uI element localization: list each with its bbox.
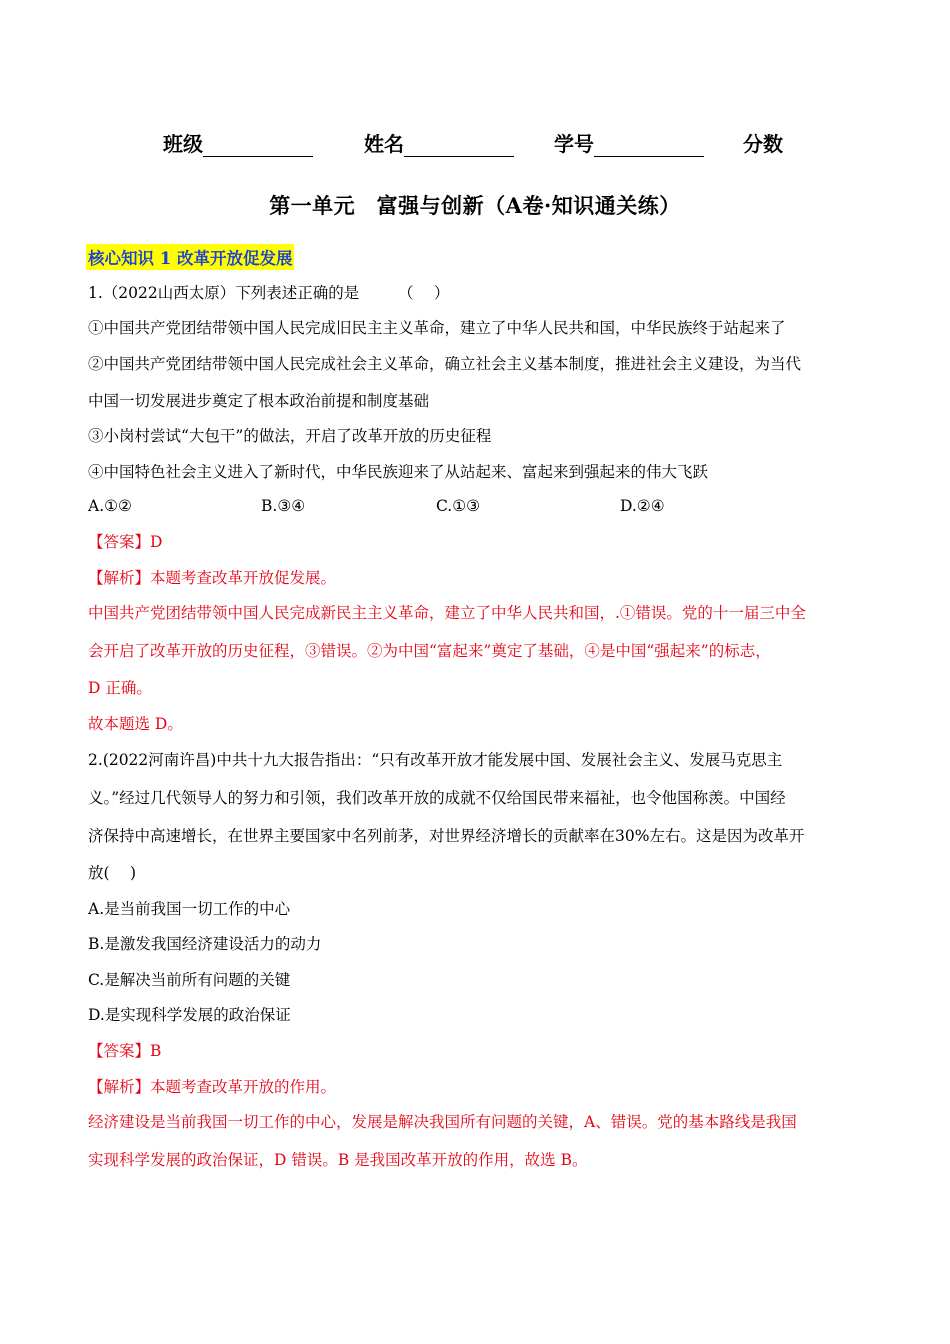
q2-option-d: D.是实现科学发展的政治保证 xyxy=(88,1006,291,1024)
q2-option-b: B.是激发我国经济建设活力的动力 xyxy=(88,935,322,953)
document-title: 第一单元 富强与创新（A卷·知识通关练） xyxy=(269,193,681,218)
q1-analysis-line: 中国共产党团结带领中国人民完成新民主主义革命，建立了中华人民共和国，.①错误。党的十一届三中全 xyxy=(88,604,806,622)
id-label: 学号 xyxy=(554,132,594,156)
q1-option-a: A.①② xyxy=(88,497,132,515)
q2-stem-line: 义。”经过几代领导人的努力和引领，我们改革开放的成就不仅给国民带来福祉，也令他国称羡。中国经 xyxy=(88,789,786,807)
q1-stem: 1.（2022山西太原）下列表述正确的是 （ ） xyxy=(88,284,450,302)
q1-item: 中国一切发展进步奠定了根本政治前提和制度基础 xyxy=(88,392,430,410)
q1-item: ④中国特色社会主义进入了新时代，中华民族迎来了从站起来、富起来到强起来的伟大飞跃 xyxy=(88,463,709,481)
score-field xyxy=(743,128,783,157)
q1-analysis-line: 故本题选 D。 xyxy=(88,715,183,733)
q1-option-d: D.②④ xyxy=(620,497,665,515)
q1-answer: 【答案】D xyxy=(88,533,163,551)
q1-option-b: B.③④ xyxy=(261,497,306,515)
q2-stem-line: 济保持中高速增长，在世界主要国家中名列前茅，对世界经济增长的贡献率在30%左右。这是因为改革开 xyxy=(88,827,805,845)
section-heading: 核心知识 1 改革开放促发展 xyxy=(86,244,294,270)
name-blank xyxy=(404,136,514,157)
q2-option-c: C.是解决当前所有问题的关键 xyxy=(88,971,291,989)
q1-option-c: C.①③ xyxy=(436,497,481,515)
student-info-row xyxy=(0,128,950,156)
q1-analysis-line: D 正确。 xyxy=(88,679,152,697)
name-label: 姓名 xyxy=(364,132,404,156)
q2-stem-line: 放( ) xyxy=(88,864,137,882)
score-label: 分数 xyxy=(743,132,783,156)
q1-item: ③小岗村尝试“大包干”的做法，开启了改革开放的历史征程 xyxy=(88,427,492,445)
id-field xyxy=(554,128,704,157)
class-field xyxy=(163,128,313,157)
id-blank xyxy=(594,136,704,157)
q1-analysis-line: 会开启了改革开放的历史征程，③错误。②为中国“富起来”奠定了基础，④是中国“强起来”的标志， xyxy=(88,642,771,660)
class-label: 班级 xyxy=(163,132,203,156)
q2-stem-line: 2.(2022河南许昌)中共十九大报告指出：“只有改革开放才能发展中国、发展社会主义、发展马克思主 xyxy=(88,751,783,769)
q1-item: ②中国共产党团结带领中国人民完成社会主义革命，确立社会主义基本制度，推进社会主义建设，为当代 xyxy=(88,355,802,373)
q1-item: ①中国共产党团结带领中国人民完成旧民主主义革命，建立了中华人民共和国，中华民族终于站起来了 xyxy=(88,319,786,337)
q2-analysis-line: 经济建设是当前我国一切工作的中心，发展是解决我国所有问题的关键，A、错误。党的基本路线是我国 xyxy=(88,1113,797,1131)
class-blank xyxy=(203,136,313,157)
q2-answer: 【答案】B xyxy=(88,1042,162,1060)
q2-analysis-head: 【解析】本题考查改革开放的作用。 xyxy=(88,1078,337,1096)
name-field xyxy=(364,128,514,157)
q2-analysis-line: 实现科学发展的政治保证，D 错误。B 是我国改革开放的作用，故选 B。 xyxy=(88,1151,588,1169)
q2-option-a: A.是当前我国一切工作的中心 xyxy=(88,900,291,918)
q1-analysis-head: 【解析】本题考查改革开放促发展。 xyxy=(88,569,337,587)
